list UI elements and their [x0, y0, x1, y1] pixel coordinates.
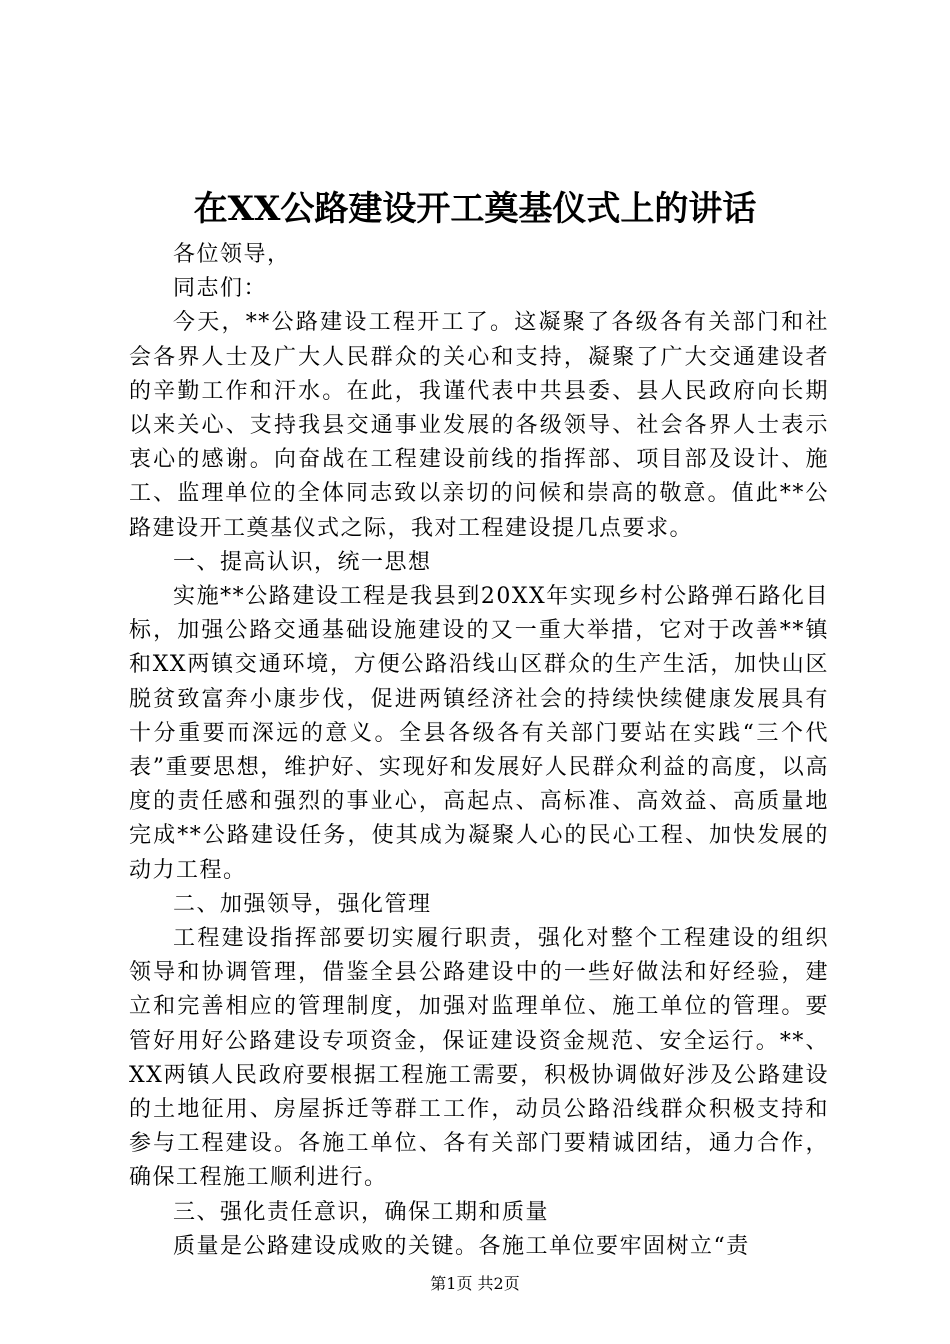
- greeting-comrades: 同志们：: [173, 276, 268, 302]
- section-heading-2: 二、加强领导，强化管理: [173, 891, 432, 917]
- section-heading-3: 三、强化责任意识，确保工期和质量: [173, 1199, 550, 1225]
- page-footer: 第1页 共2页: [430, 1274, 520, 1293]
- document-body: [129, 238, 829, 1264]
- document-title: 在XX公路建设开工奠基仪式上的讲话: [193, 189, 757, 229]
- intro-paragraph: 今天，**公路建设工程开工了。这凝聚了各级各有关部门和社会各界人士及广大人民群众的关心和支持，凝聚了广大交通建设者的辛勤工作和汗水。在此，我谨代表中共县委、县人民政府向长期以来关心、支持我县交通事业发展的各级领导、社会各界人士表示衷心的感谢。向奋战在工程建设前线的指挥部、项目部及设计、施工、监理单位的全体同志致以亲切的问候和崇高的敬意。值此**公路建设开工奠基仪式之际，我对工程建设提几点要求。: [129, 310, 829, 541]
- section-1-paragraph: 实施**公路建设工程是我县到20XX年实现乡村公路弹石路化目标，加强公路交通基础设施建设的又一重大举措，它对于改善**镇和XX两镇交通环境，方便公路沿线山区群众的生产生活，加快山区脱贫致富奔小康步伐，促进两镇经济社会的持续快续健康发展具有十分重要而深远的意义。全县各级各有关部门要站在实践“三个代表”重要思想，维护好、实现好和发展好人民群众利益的高度，以高度的责任感和强烈的事业心，高起点、高标准、高效益、高质量地完成**公路建设任务，使其成为凝聚人心的民心工程、加快发展的动力工程。: [129, 584, 829, 883]
- section-3-paragraph: 质量是公路建设成败的关键。各施工单位要牢固树立“责: [173, 1233, 750, 1259]
- section-2-paragraph: 工程建设指挥部要切实履行职责，强化对整个工程建设的组织领导和协调管理，借鉴全县公路建设中的一些好做法和好经验，建立和完善相应的管理制度，加强对监理单位、施工单位的管理。要管好用好公路建设专项资金，保证建设资金规范、安全运行。**、XX两镇人民政府要根据工程施工需要，积极协调做好涉及公路建设的土地征用、房屋拆迁等群工工作，动员公路沿线群众积极支持和参与工程建设。各施工单位、各有关部门要精诚团结，通力合作，确保工程施工顺利进行。: [129, 926, 829, 1191]
- greeting-leaders: 各位领导，: [173, 242, 291, 267]
- section-heading-1: 一、提高认识，统一思想: [173, 549, 432, 575]
